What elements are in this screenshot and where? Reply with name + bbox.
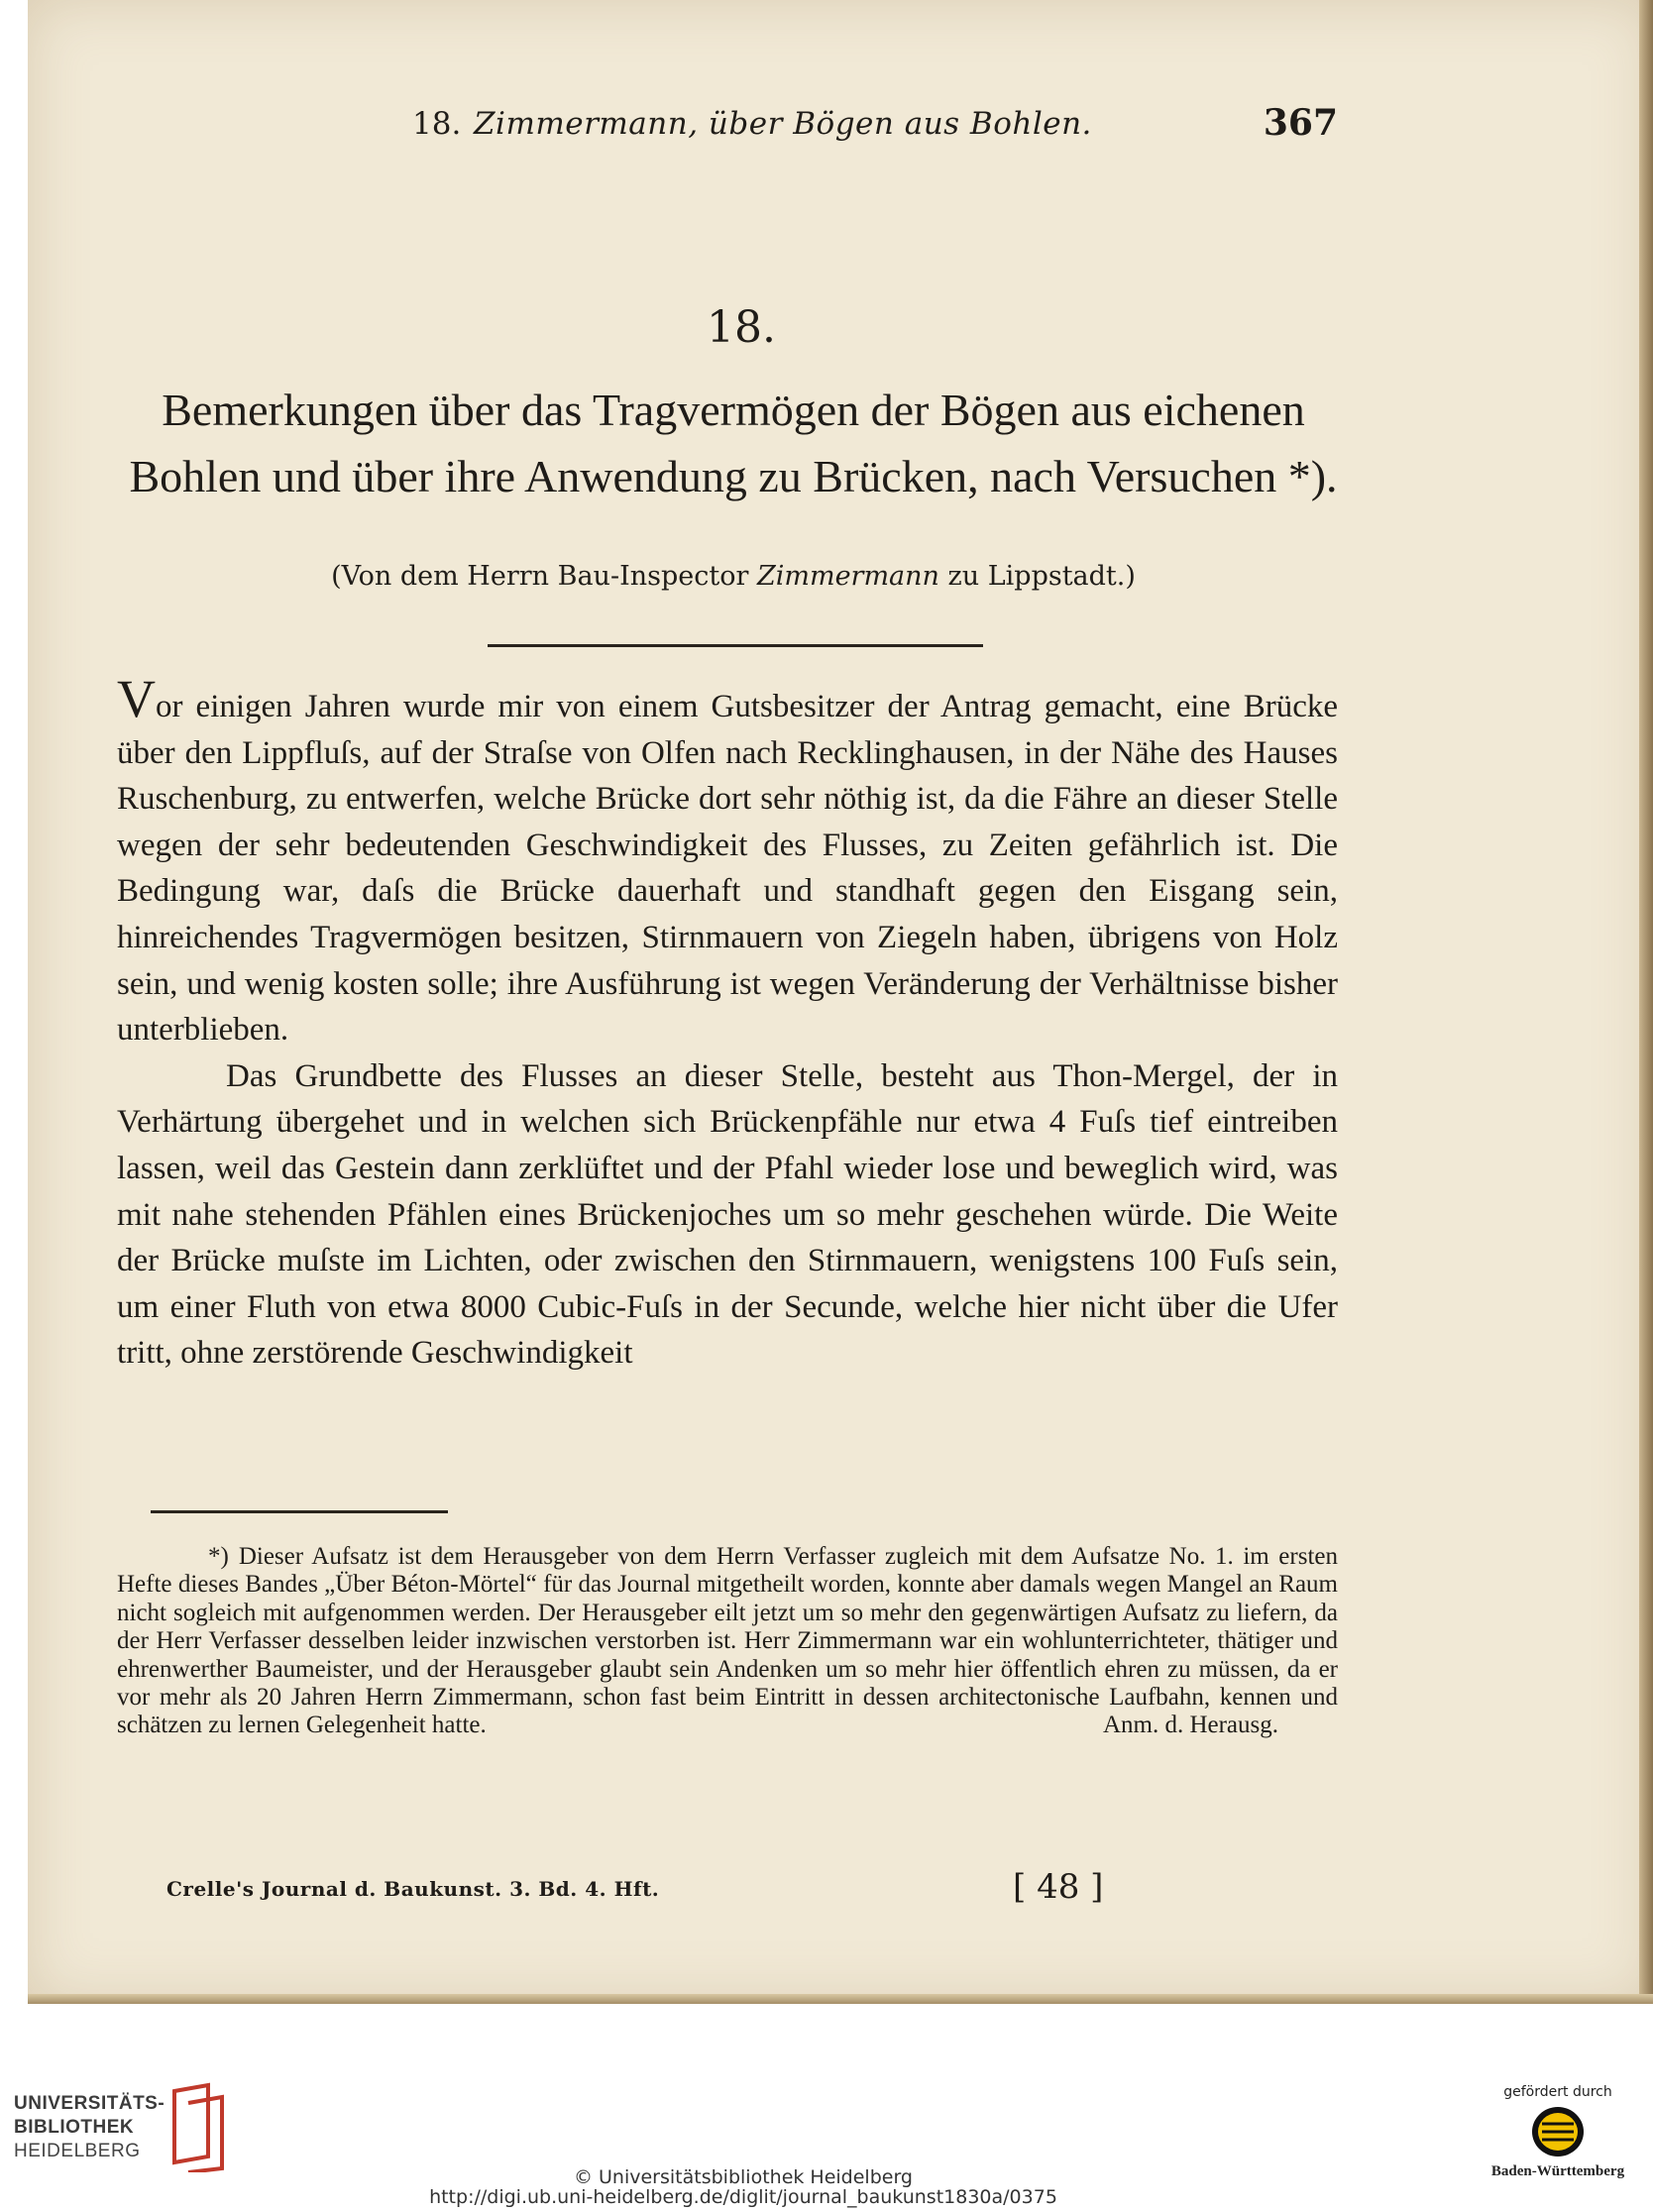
- sponsor-state: Baden-Württemberg: [1490, 2163, 1625, 2179]
- sheet-number: [ 48 ]: [1013, 1867, 1104, 1907]
- logo-line-3: HEIDELBERG: [14, 2141, 141, 2161]
- body-text: [117, 669, 1338, 1377]
- running-head-title: Zimmermann, über Bögen aus Bohlen.: [474, 106, 1092, 142]
- paragraph-2: Das Grundbette des Flusses an dieser Stelle, besteht aus Thon-Mergel, der in Verhärtung übergehet und in welchen sich Brückenpfähle nur etwa 4 Fuſs tief eintreiben lassen, weil das Gestein dann zerklüftet und der Pfahl wieder lose und beweglich wird, was mit nahe stehenden Pfählen eines Brückenjoches um so mehr geschehen würde. Die Weite der Brücke muſste im Lichten, oder zwischen den Stirnmauern, wenigstens 100 Fuſs sein, um einer Fluth von etwa 8000 Cubic-Fuſs in der Secunde, welche hier nicht über die Ufer tritt, ohne zerstörende Geschwindigkeit: [117, 1057, 1338, 1372]
- library-logo[interactable]: [14, 2081, 281, 2180]
- copyright-notice: © Universitätsbibliothek Heidelberg: [573, 2166, 913, 2188]
- article-number: 18.: [707, 302, 776, 353]
- footnote: [117, 1543, 1338, 1740]
- logo-line-1: UNIVERSITÄTS-: [14, 2093, 165, 2114]
- article-byline: [129, 561, 1338, 592]
- heading-divider: [488, 644, 983, 647]
- byline-author: Zimmermann: [756, 561, 939, 592]
- page-number: 367: [1263, 102, 1338, 144]
- byline-prefix: (Von dem Herrn Bau-Inspector: [331, 561, 757, 592]
- permalink[interactable]: http://digi.ub.uni-heidelberg.de/diglit/journal_baukunst1830a/0375: [429, 2186, 1057, 2208]
- article-heading: Bemerkungen über das Tragvermögen der Bögen aus eichenen Bohlen und über ihre Anwendung zu Brücken, nach Versuchen *).: [129, 385, 1338, 501]
- footnote-divider: [151, 1510, 448, 1513]
- running-head-number: 18.: [412, 106, 462, 142]
- paragraph-1-text: or einigen Jahren wurde mir von einem Gutsbesitzer der Antrag gemacht, eine Brücke über den Lippfluſs, auf der Straſse von Olfen nach Recklinghausen, in der Nähe des Hauses Ruschenburg, zu entwerfen, welche Brücke dort sehr nöthig ist, da die Fähre an dieser Stelle wegen der sehr bedeutenden Geschwindigkeit des Flusses, zu Zeiten gefährlich ist. Die Bedingung war, daſs die Brücke dauerhaft und standhaft gegen den Eisgang sein, hinreichendes Tragvermögen besitzen, Stirnmauern von Ziegeln haben, übrigens von Holz sein, und wenig kosten solle; ihre Ausführung ist wegen Veränderung der Verhältnisse bisher unterblieben.: [117, 689, 1338, 1049]
- logo-line-2: BIBLIOTHEK: [14, 2117, 135, 2138]
- footnote-mark: *): [208, 1543, 229, 1570]
- sponsor-block: [1469, 2084, 1647, 2180]
- footnote-text: Dieser Aufsatz ist dem Herausgeber von dem Herrn Verfasser zugleich mit dem Aufsatze No. 1. im ersten Hefte dieses Bandes „Über Béton-Mörtel“ für das Journal mitgetheilt worden, konnte aber damals wegen Mangel an Raum nicht sogleich mit aufgenommen werden. Der Herausgeber eilt jetzt um so mehr den gegenwärtigen Aufsatz zu liefern, da der Herr Verfasser desselben leider inzwischen verstorben ist. Herr Zimmermann war ein wohlunterrichteter, thätiger und ehrenwerther Baumeister, und der Herausgeber glaubt sein Andenken um so mehr hier öffentlich ehren zu müssen, da er vor mehr als 20 Jahren Herrn Zimmermann, schon fast beim Eintritt in dessen architectonische Laufbahn, kennen und schätzen zu lernen Gelegenheit hatte.: [117, 1543, 1338, 1739]
- byline-suffix: zu Lippstadt.): [938, 561, 1136, 592]
- coat-of-arms-icon: [1531, 2106, 1585, 2157]
- running-head: [119, 102, 1338, 148]
- paragraph-1: [117, 669, 1338, 1053]
- page-edge-bottom: [28, 1994, 1653, 2004]
- sponsor-label: gefördert durch: [1503, 2084, 1612, 2100]
- drop-cap: V: [117, 669, 156, 728]
- page-edge-right: [1639, 0, 1653, 2004]
- library-logo-icon: [168, 2081, 232, 2172]
- footnote-attribution: Anm. d. Herausg.: [1102, 1712, 1278, 1739]
- printer-signature: Crelle's Journal d. Baukunst. 3. Bd. 4. Hft.: [166, 1877, 660, 1901]
